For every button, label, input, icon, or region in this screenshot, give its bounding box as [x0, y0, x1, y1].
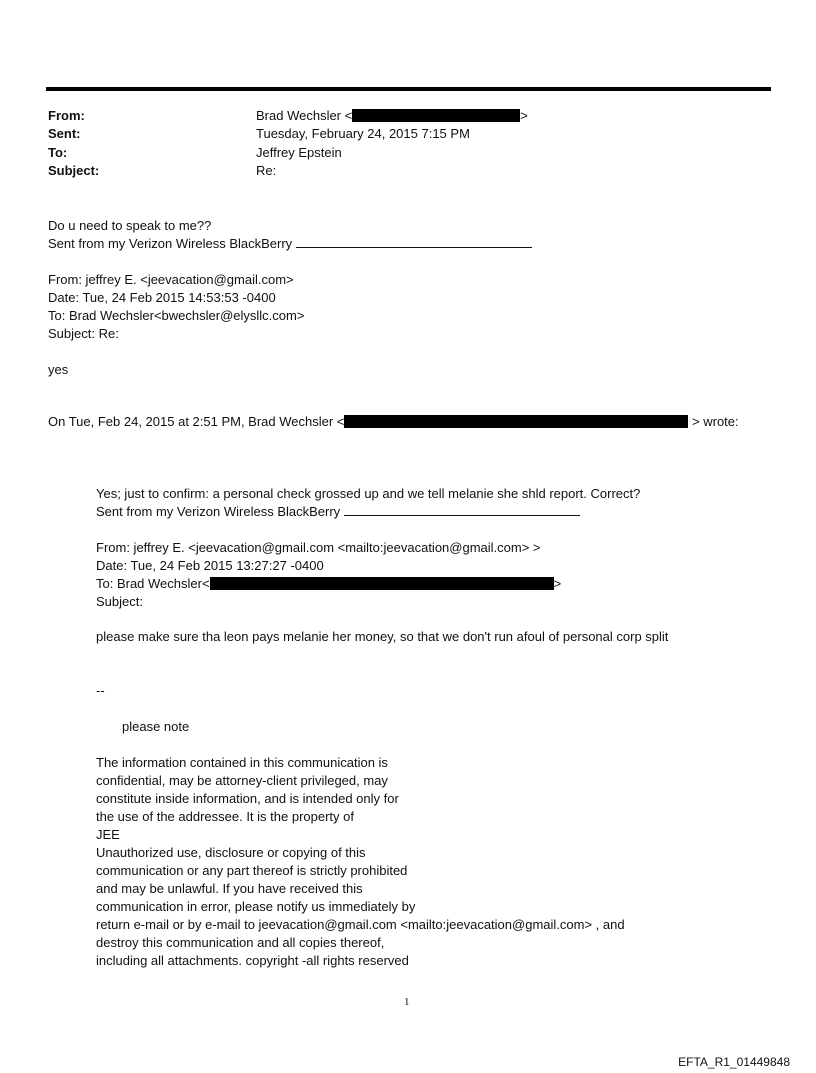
quote2-from: From: jeffrey E. <jeevacation@gmail.com <mailto:jeevacation@gmail.com> >: [96, 540, 541, 555]
quote2-to-suffix: >: [553, 576, 562, 591]
quote2-subject: Subject:: [96, 594, 143, 609]
disclaimer-line: confidential, may be attorney-client privileged, may: [96, 773, 388, 788]
to-value: Jeffrey Epstein: [256, 145, 342, 160]
quote1-subject: Subject: Re:: [48, 326, 119, 341]
signature-underline: [296, 236, 532, 248]
disclaimer-line: including all attachments. copyright -all rights reserved: [96, 953, 409, 968]
page-number: 1: [404, 996, 410, 1008]
redaction-bar: [210, 577, 554, 590]
subject-value: Re:: [256, 163, 277, 178]
disclaimer-line: JEE: [96, 827, 120, 842]
wrote-line: [48, 414, 739, 429]
wrote-prefix: On Tue, Feb 24, 2015 at 2:51 PM, Brad Wechsler <: [48, 414, 345, 429]
document-id: EFTA_R1_01449848: [678, 1055, 790, 1069]
reply-signature-text: Sent from my Verizon Wireless BlackBerry: [48, 236, 293, 251]
disclaimer-line: communication in error, please notify us immediately by: [96, 899, 416, 914]
disclaimer-line: communication or any part thereof is strictly prohibited: [96, 863, 408, 878]
quote1-to: To: Brad Wechsler<bwechsler@elysllc.com>: [48, 308, 305, 323]
disclaimer-line: return e-mail or by e-mail to jeevacation@gmail.com <mailto:jeevacation@gmail.com> , and: [96, 917, 625, 932]
reply-signature: [48, 236, 532, 251]
quote2-signature-text: Sent from my Verizon Wireless BlackBerry: [96, 504, 341, 519]
disclaimer-line: Unauthorized use, disclosure or copying of this: [96, 845, 366, 860]
quote2-signature: [96, 504, 580, 519]
from-value: [256, 108, 528, 123]
subject-label: Subject:: [48, 163, 100, 178]
quote1-from: From: jeffrey E. <jeevacation@gmail.com>: [48, 272, 294, 287]
please-note: please note: [122, 719, 190, 734]
reply-body: Do u need to speak to me??: [48, 218, 212, 233]
signature-dashes: --: [96, 683, 105, 698]
from-close: >: [520, 108, 528, 123]
disclaimer-line: the use of the addressee. It is the property of: [96, 809, 354, 824]
disclaimer-line: and may be unlawful. If you have received this: [96, 881, 363, 896]
sent-label: Sent:: [48, 126, 81, 141]
quote2-date: Date: Tue, 24 Feb 2015 13:27:27 -0400: [96, 558, 324, 573]
disclaimer-line: destroy this communication and all copies thereof,: [96, 935, 385, 950]
quote2-to: [96, 576, 561, 591]
sent-value: Tuesday, February 24, 2015 7:15 PM: [256, 126, 470, 141]
header-rule: [46, 87, 771, 91]
disclaimer-line: constitute inside information, and is intended only for: [96, 791, 399, 806]
to-label: To:: [48, 145, 68, 160]
quote2-to-prefix: To: Brad Wechsler<: [96, 576, 210, 591]
disclaimer-line: The information contained in this communication is: [96, 755, 388, 770]
from-label: From:: [48, 108, 85, 123]
redaction-bar: [344, 415, 688, 428]
quote1-date: Date: Tue, 24 Feb 2015 14:53:53 -0400: [48, 290, 276, 305]
redaction-bar: [352, 109, 520, 122]
signature-underline: [344, 504, 580, 516]
quote1-body: yes: [48, 362, 69, 377]
wrote-suffix: > wrote:: [692, 414, 739, 429]
from-name: Brad Wechsler <: [256, 108, 353, 123]
quote2-body: Yes; just to confirm: a personal check grossed up and we tell melanie she shld report. Correct?: [96, 486, 641, 501]
quote2-message: please make sure tha leon pays melanie her money, so that we don't run afoul of personal corp split: [96, 629, 669, 644]
